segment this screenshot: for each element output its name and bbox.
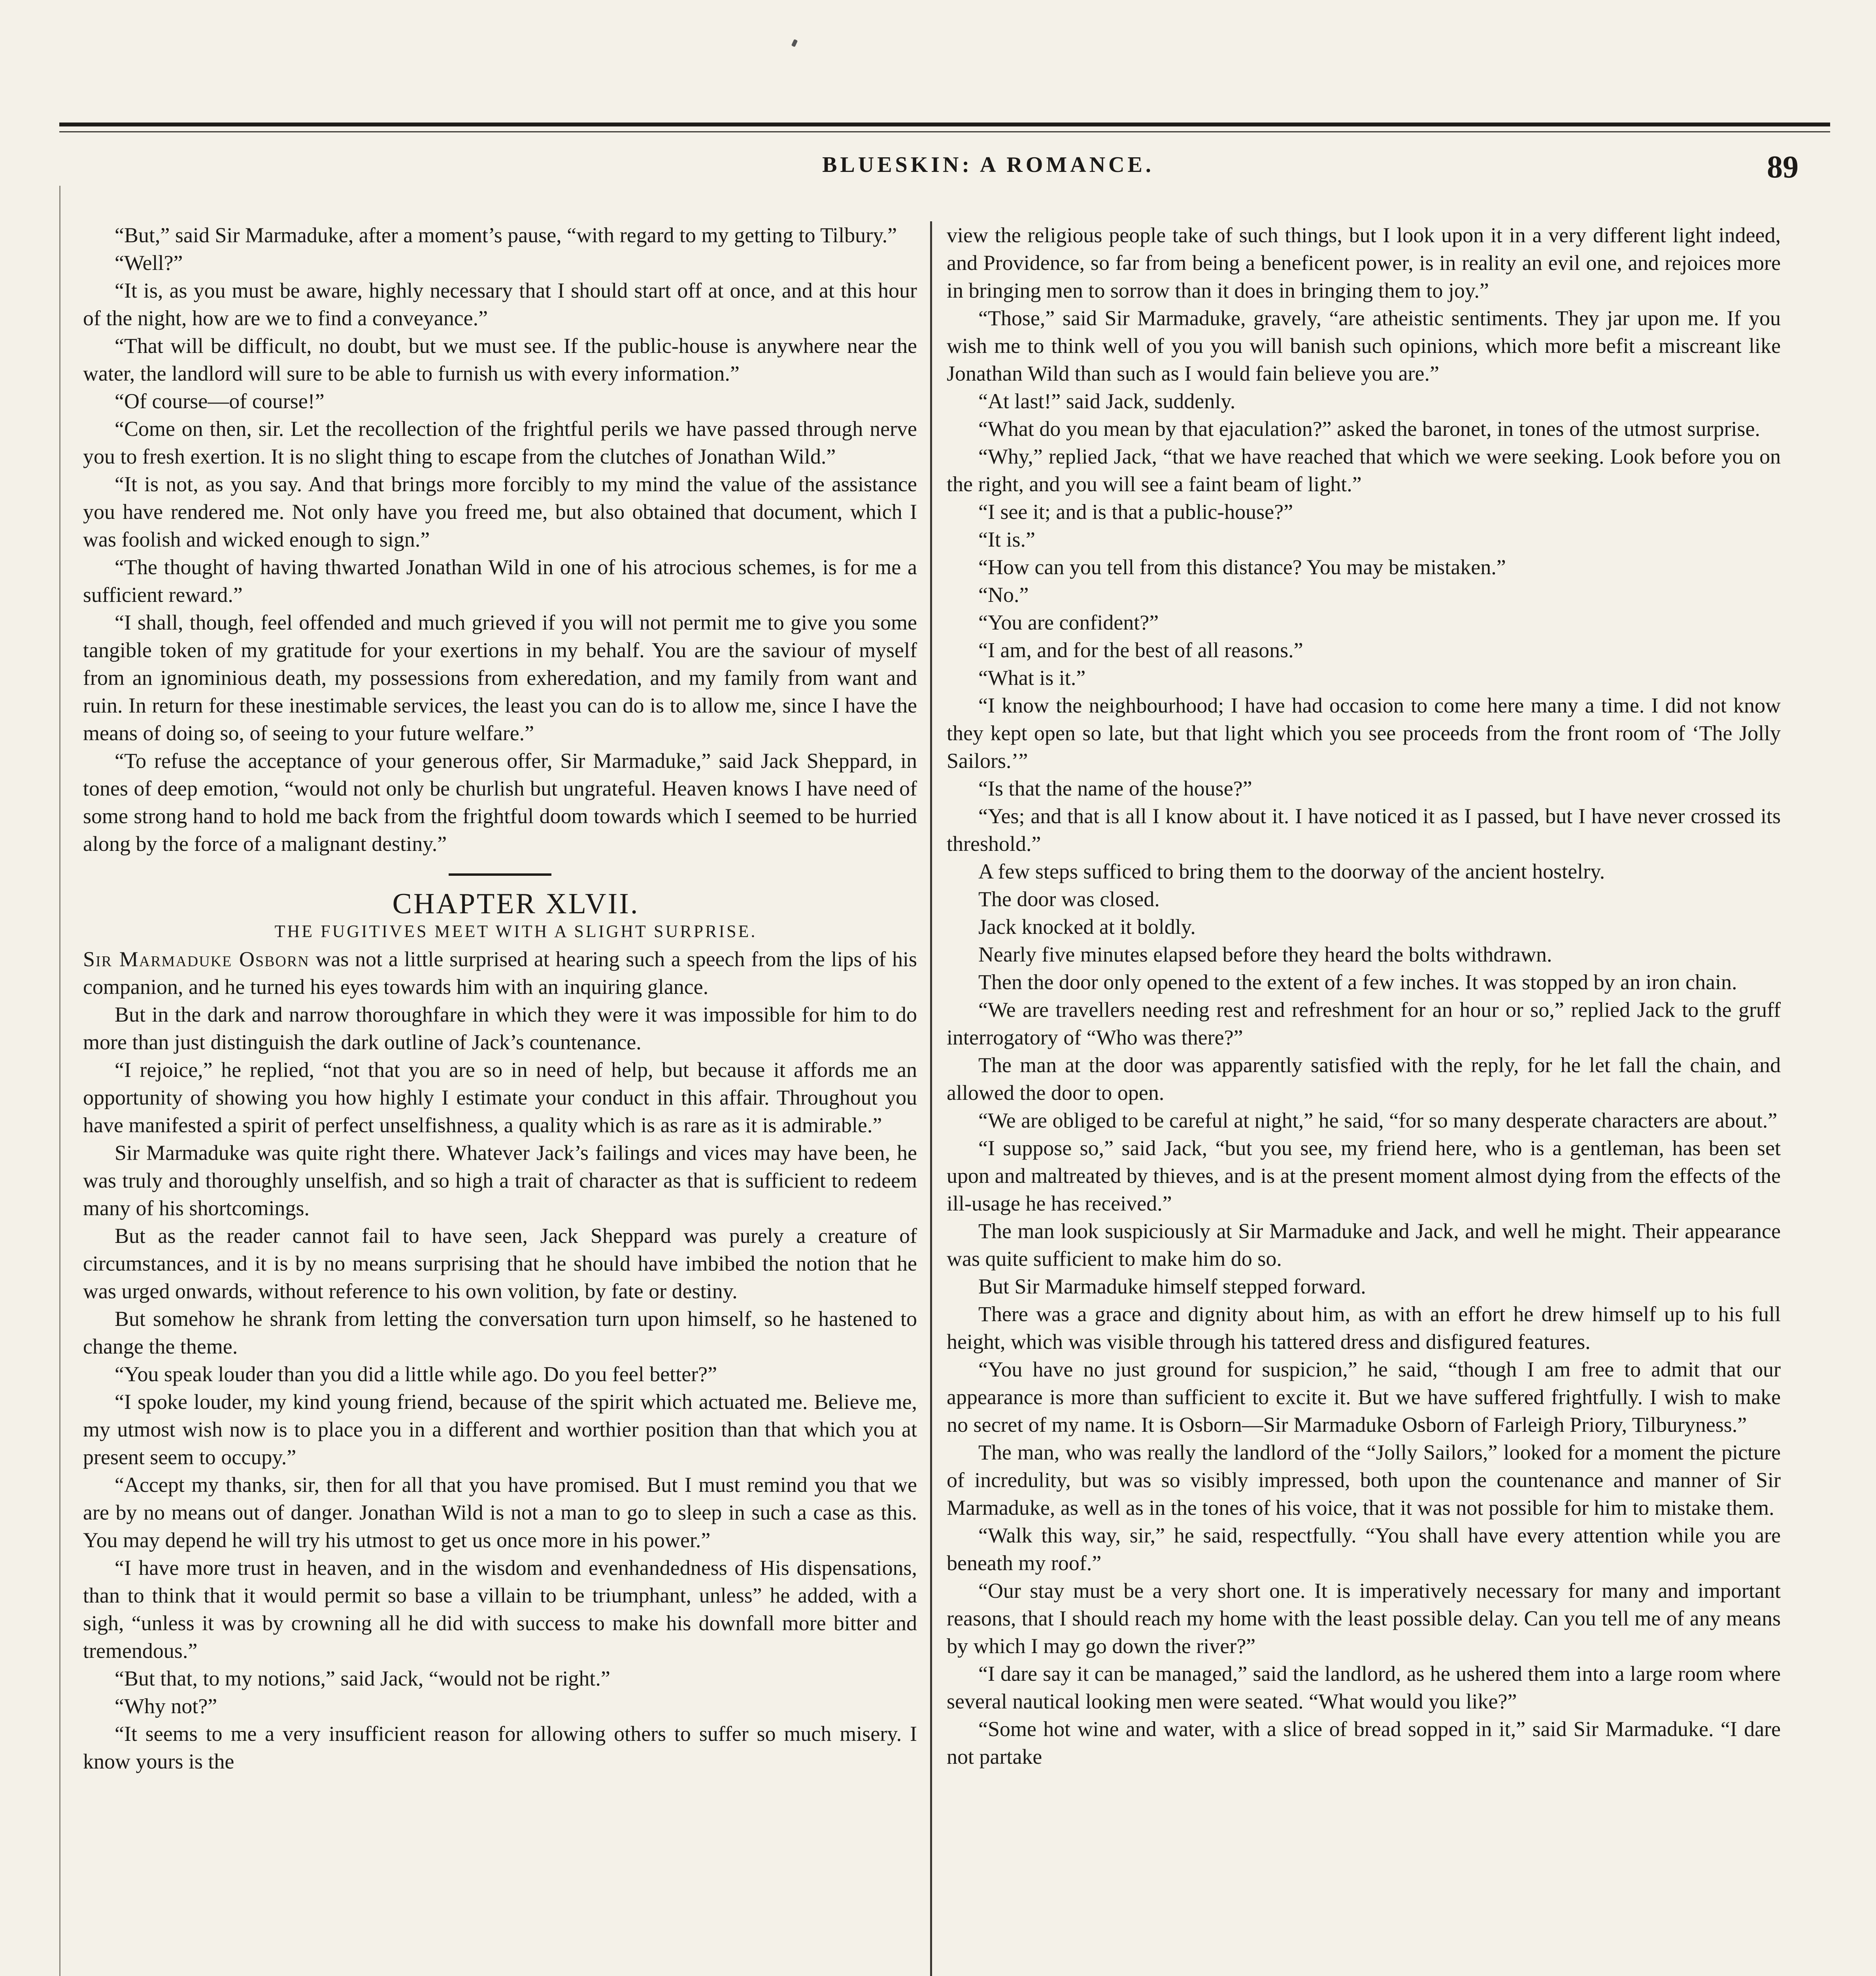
paragraph: “I dare say it can be managed,” said the landlord, as he ushered them into a large room where several nautical looking men were seated. “What would you like?” [947, 1662, 1781, 1713]
paragraph: “That will be difficult, no doubt, but we must see. If the public-house is anywhere near the water, the landlord will sure to be able to furnish us with every information.” [83, 334, 917, 385]
paragraph: “But,” said Sir Marmaduke, after a moment’s pause, “with regard to my getting to Tilbury.” [115, 223, 897, 247]
right-column [947, 221, 1781, 1770]
paragraph: Then the door only opened to the extent of a few inches. It was stopped by an iron chain. [978, 970, 1737, 994]
paragraph: “We are travellers needing rest and refreshment for an hour or so,” replied Jack to the gruff interrogatory of “Who was there?” [947, 998, 1781, 1049]
paragraph: “I suppose so,” said Jack, “but you see, my friend here, who is a gentleman, has been set upon and maltreated by thieves, and is at the present moment almost dying from the effects of the ill-usage he has received.” [947, 1136, 1781, 1215]
left-margin-rule [59, 186, 60, 1976]
opening-text: was not a little surprised at hearing such a speech from the lips of his companion, and he turned his eyes towards him with an inquiring glance. [83, 947, 917, 999]
paragraph: “Our stay must be a very short one. It is imperatively necessary for many and important reasons, that I should reach my home with the least possible delay. Can you tell me of any means by which I may go down the river?” [947, 1579, 1781, 1658]
paragraph: But somehow he shrank from letting the conversation turn upon himself, so he hastened to change the theme. [83, 1307, 917, 1358]
paragraph: The man, who was really the landlord of the “Jolly Sailors,” looked for a moment the picture of incredulity, but was so visibly impressed, both upon the countenance and manner of Sir Marmaduke, as well as in the tones of his voice, that it was not possible for him to mistake them. [947, 1441, 1781, 1520]
paragraph: “Is that the name of the house?” [978, 777, 1252, 800]
paragraph: “You have no just ground for suspicion,” he said, “though I am free to admit that our appearance is more than sufficient to excite it. But we have suffered frightfully. I wish to make no secret of my name. It is Osborn—Sir Marmaduke Osborn of Farleigh Priory, Tilburyness.” [947, 1358, 1781, 1437]
paragraph: The man look suspiciously at Sir Marmaduke and Jack, and well he might. Their appearance was quite sufficient to make him do so. [947, 1219, 1781, 1271]
paragraph: “I see it; and is that a public-house?” [978, 500, 1293, 524]
paragraph: “It is.” [978, 528, 1035, 551]
paragraph: “You speak louder than you did a little while ago. Do you feel better?” [115, 1362, 717, 1386]
chapter-rule [449, 873, 551, 876]
paragraph: “I know the neighbourhood; I have had occasion to come here many a time. I did not know they kept open so late, but that light which you see proceeds from the front room of ‘The Jolly Sailors.’” [947, 694, 1781, 773]
paragraph: There was a grace and dignity about him, as with an effort he drew himself up to his full height, which was visible through his tattered dress and disfigured features. [947, 1302, 1781, 1354]
paragraph: “Some hot wine and water, with a slice of bread sopped in it,” said Sir Marmaduke. “I dare not partake [947, 1717, 1781, 1769]
paragraph: “To refuse the acceptance of your generous offer, Sir Marmaduke,” said Jack Sheppard, in tones of deep emotion, “would not only be churlish but ungrateful. Heaven knows I have need of some strong hand to hold me back from the frightful doom towards which I seemed to be hurried along by the force of a malignant destiny.” [83, 749, 917, 856]
paragraph-opening [83, 945, 917, 1001]
paragraph: “I have more trust in heaven, and in the wisdom and evenhandedness of His dispensations, than to think that it would permit so base a villain to be triumphant, unless” he added, with a sigh, “unless it was by crowning all he did with success to make his downfall more bitter and tremendous.” [83, 1556, 917, 1663]
left-column [83, 221, 917, 1775]
chapter-subtitle: THE FUGITIVES MEET WITH A SLIGHT SURPRISE. [274, 922, 757, 941]
paragraph: “No.” [978, 583, 1029, 607]
paragraph: “I shall, though, feel offended and much grieved if you will not permit me to give you some tangible token of my gratitude for your exertions in my behalf. You are the saviour of myself from an ignominious death, my possessions from exheredation, and my family from want and ruin. In return for these inestimable services, the least you can do is to allow me, since I have the means of doing so, of seeing to your future welfare.” [83, 611, 917, 745]
chapter-title: CHAPTER XLVII. [392, 888, 640, 920]
paragraph: “But that, to my notions,” said Jack, “would not be right.” [115, 1667, 610, 1690]
paragraph: view the religious people take of such things, but I look upon it in a very different light indeed, and Providence, so far from being a beneficent power, is in reality an evil one, and rejoices more in bringing men to sorrow than it does in bringing them to joy.” [947, 223, 1781, 302]
paragraph: But as the reader cannot fail to have seen, Jack Sheppard was purely a creature of circumstances, and it is by no means surprising that he should have imbibed the notion that he was urged onwards, without reference to his own volition, by fate or destiny. [83, 1224, 917, 1303]
running-head: BLUESKIN: A ROMANCE. [822, 153, 1154, 177]
paragraph: “Come on then, sir. Let the recollection of the frightful perils we have passed through nerve you to fresh exertion. It is no slight thing to escape from the clutches of Jonathan Wild.” [83, 417, 917, 468]
paragraph: Jack knocked at it boldly. [978, 915, 1196, 939]
paragraph: “Well?” [115, 251, 183, 275]
paragraph: “What is it.” [978, 666, 1086, 690]
opening-name: Sir Marmaduke Osborn [83, 947, 310, 971]
paragraph: “I rejoice,” he replied, “not that you are so in need of help, but because it affords me an opportunity of showing you how highly I estimate your conduct in this affair. Throughout you have manifested a spirit of perfect unselfishness, a quality which is as rare as it is admirable.” [83, 1058, 917, 1137]
paragraph: “Those,” said Sir Marmaduke, gravely, “are atheistic sentiments. They jar upon me. If you wish me to think well of you you will banish such opinions, which more befit a miscreant like Jonathan Wild than such as I would fain believe you are.” [947, 306, 1781, 385]
page-number: 89 [1767, 150, 1799, 185]
ink-speck [791, 39, 798, 47]
paragraph: “Why not?” [115, 1694, 217, 1718]
paragraph: “It seems to me a very insufficient reason for allowing others to suffer so much misery. I know yours is the [83, 1722, 917, 1773]
paragraph: “At last!” said Jack, suddenly. [978, 389, 1236, 413]
header-rule-thin [59, 131, 1830, 132]
paragraph: “Yes; and that is all I know about it. I have noticed it as I passed, but I have never crossed its threshold.” [947, 804, 1781, 856]
column-divider [930, 221, 932, 1976]
paragraph: “I am, and for the best of all reasons.” [978, 638, 1303, 662]
paragraph: A few steps sufficed to bring them to the doorway of the ancient hostelry. [978, 860, 1605, 883]
paragraph: Sir Marmaduke was quite right there. Whatever Jack’s failings and vices may have been, he was truly and thoroughly unselfish, and so high a trait of character as that is sufficient to redeem many of his shortcomings. [83, 1141, 917, 1220]
paragraph: “Why,” replied Jack, “that we have reached that which we were seeking. Look before you on the right, and you will see a faint beam of light.” [947, 445, 1781, 496]
paragraph: “I spoke louder, my kind young friend, because of the spirit which actuated me. Believe me, my utmost wish now is to place you in a different and worthier position than that which you at present seem to occupy.” [83, 1390, 917, 1469]
paragraph: “Walk this way, sir,” he said, respectfully. “You shall have every attention while you are beneath my roof.” [947, 1523, 1781, 1575]
paragraph: But Sir Marmaduke himself stepped forward. [978, 1275, 1366, 1298]
header-rule [59, 123, 1830, 126]
paragraph: “You are confident?” [978, 611, 1159, 634]
paragraph: But in the dark and narrow thoroughfare in which they were it was impossible for him to do more than just distinguish the dark outline of Jack’s countenance. [83, 1003, 917, 1054]
paragraph: Nearly five minutes elapsed before they heard the bolts withdrawn. [978, 943, 1552, 966]
paragraph: “The thought of having thwarted Jonathan Wild in one of his atrocious schemes, is for me a sufficient reward.” [83, 555, 917, 607]
paragraph: “Of course—of course!” [115, 389, 325, 413]
paragraph: “It is, as you must be aware, highly necessary that I should start off at once, and at this hour of the night, how are we to find a conveyance.” [83, 279, 917, 330]
paragraph: The man at the door was apparently satisfied with the reply, for he let fall the chain, and allowed the door to open. [947, 1053, 1781, 1105]
paragraph: The door was closed. [978, 887, 1160, 911]
paragraph: “How can you tell from this distance? You may be mistaken.” [978, 555, 1506, 579]
paragraph: “We are obliged to be careful at night,” he said, “for so many desperate characters are about.” [978, 1109, 1778, 1132]
paragraph: “Accept my thanks, sir, then for all that you have promised. But I must remind you that we are by no means out of danger. Jonathan Wild is not a man to go to sleep in such a case as this. You may depend he will try his utmost to get us once more in his power.” [83, 1473, 917, 1552]
paragraph: “It is not, as you say. And that brings more forcibly to my mind the value of the assistance you have rendered me. Not only have you freed me, but also obtained that document, which I was foolish and wicked enough to sign.” [83, 472, 917, 551]
paragraph: “What do you mean by that ejaculation?” asked the baronet, in tones of the utmost surprise. [978, 417, 1760, 441]
